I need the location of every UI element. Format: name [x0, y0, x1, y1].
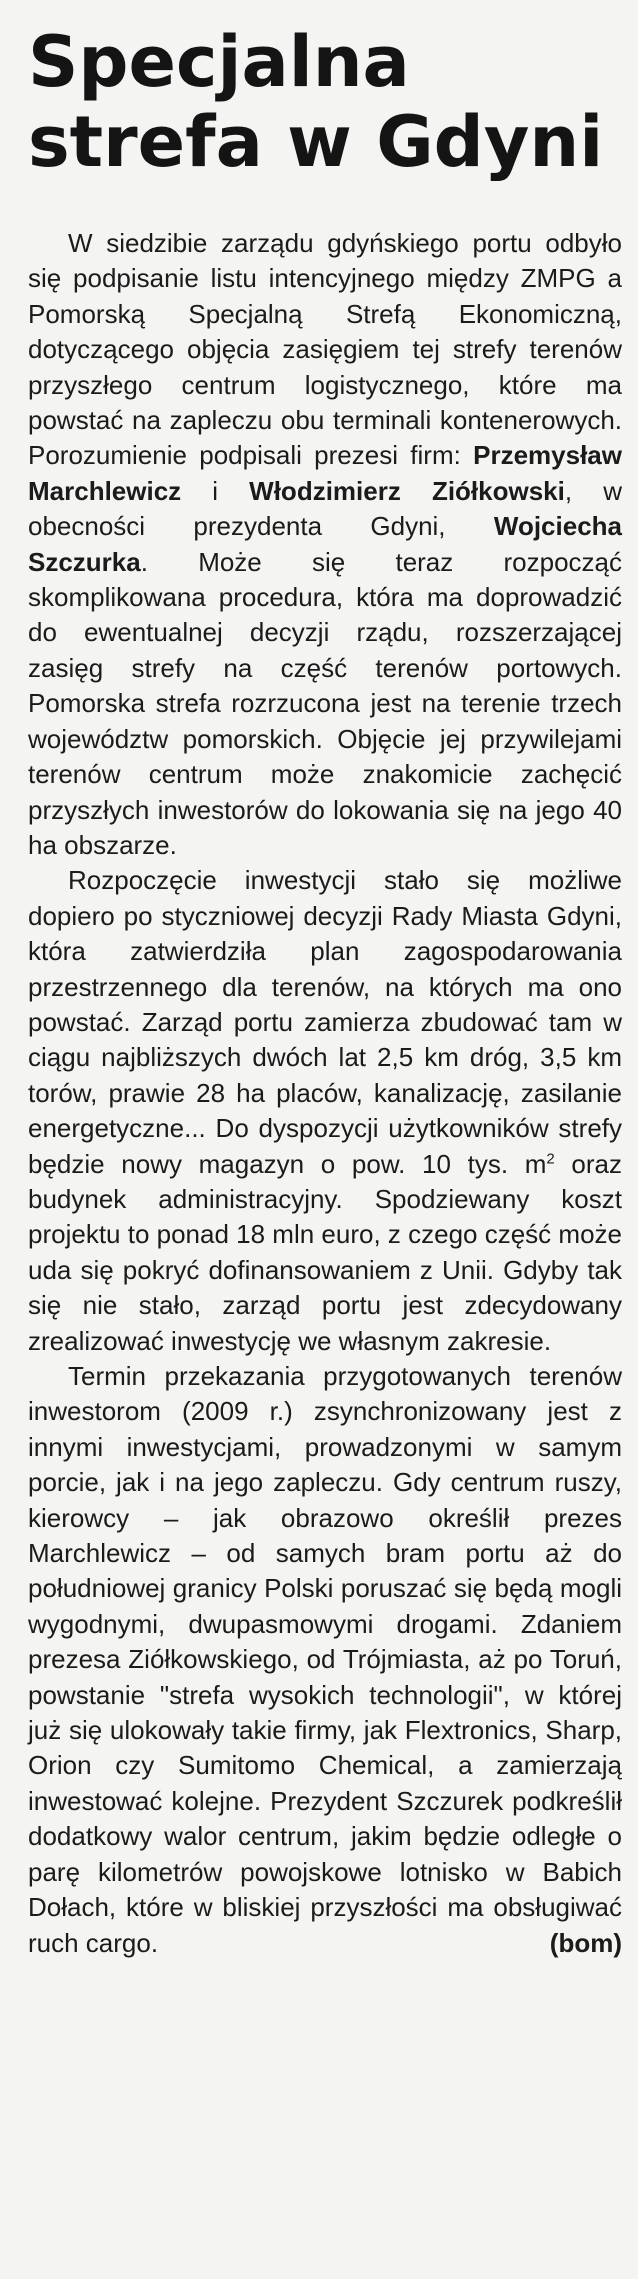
paragraph-2	[28, 863, 622, 1359]
paragraph-1	[28, 226, 622, 863]
person-name-marchlewicz: Przemysław Marchlewicz	[28, 440, 622, 506]
article-body	[28, 226, 622, 1961]
paragraph-1-text-a: W siedzibie zarządu gdyńskiego portu odbyło się podpisanie listu intencyjnego między ZMPG a Pomorską Specjalną Strefą Ekonomiczną, dotyczącego objęcia zasięgiem tej strefy terenów przyszłego centrum logistycznego, które ma powstać na zapleczu obu terminali kontenerowych. Porozumienie podpisali prezesi firm:	[28, 228, 622, 471]
paragraph-3	[28, 1359, 622, 1961]
headline-line-1: Specjalna	[28, 21, 410, 103]
person-name-szczurek: Wojciecha Szczurka	[28, 511, 622, 577]
article-headline	[28, 22, 622, 182]
square-superscript: 2	[546, 1149, 555, 1167]
news-article	[28, 22, 622, 2262]
paragraph-1-text-d: . Może się teraz rozpocząć skomplikowana procedura, która ma doprowadzić do ewentualnej decyzji rządu, rozszerzającej zasięg strefy na część terenów portowych. Pomorska strefa rozrzucona jest na terenie trzech województw pomorskich. Objęcie jej przywilejami terenów centrum może znakomicie zachęcić przyszłych inwestorów do lokowania się na jego 40 ha obszarze.	[28, 546, 622, 860]
paragraph-1-text-c: , w obecności prezydenta Gdyni,	[28, 475, 622, 542]
person-name-ziolkowski: Włodzimierz Ziółkowski	[249, 475, 565, 506]
paragraph-2-text-b: oraz budynek administracyjny. Spodziewany koszt projektu to ponad 18 mln euro, z czego część może uda się pokryć dofinansowaniem z Unii. Gdyby tak się nie stało, zarząd portu jest zdecydowany zrealizować inwestycję we własnym zakresie.	[28, 1148, 622, 1356]
paragraph-1-text-b: i	[181, 475, 250, 506]
paragraph-3-text: Termin przekazania przygotowanych terenów inwestorom (2009 r.) zsynchronizowany jest z innymi inwestycjami, prowadzonymi w samym porcie, jak i na jego zapleczu. Gdy centrum ruszy, kierowcy – jak obrazowo określił prezes Marchlewicz – od samych bram portu aż do południowej granicy Polski poruszać się będą mogli wygodnymi, dwupasmowymi drogami. Zdaniem prezesa Ziółkowskiego, od Trójmiasta, aż po Toruń, powstanie "strefa wysokich technologii", w której już się ulokowały takie firmy, jak Flextronics, Sharp, Orion czy Sumitomo Chemical, a zamierzają inwestować kolejne. Prezydent Szczurek podkreślił dodatkowy walor centrum, jakim będzie odległe o parę kilometrów powojskowe lotnisko w Babich Dołach, które w bliskiej przyszłości ma obsługiwać ruch cargo.	[28, 1361, 622, 1958]
paragraph-2-text-a: Rozpoczęcie inwestycji stało się możliwe dopiero po styczniowej decyzji Rady Miasta Gdyni, która zatwierdziła plan zagospodarowania przestrzennego dla terenów, na których ma ono powstać. Zarząd portu zamierza zbudować tam w ciągu najbliższych dwóch lat 2,5 km dróg, 3,5 km torów, prawie 28 ha placów, kanalizację, zasilanie energetyczne... Do dyspozycji użytkowników strefy będzie nowy magazyn o pow. 10 tys. m	[28, 865, 622, 1179]
author-byline: (bom)	[549, 1927, 622, 1958]
headline-line-2: strefa w Gdyni	[28, 101, 604, 183]
